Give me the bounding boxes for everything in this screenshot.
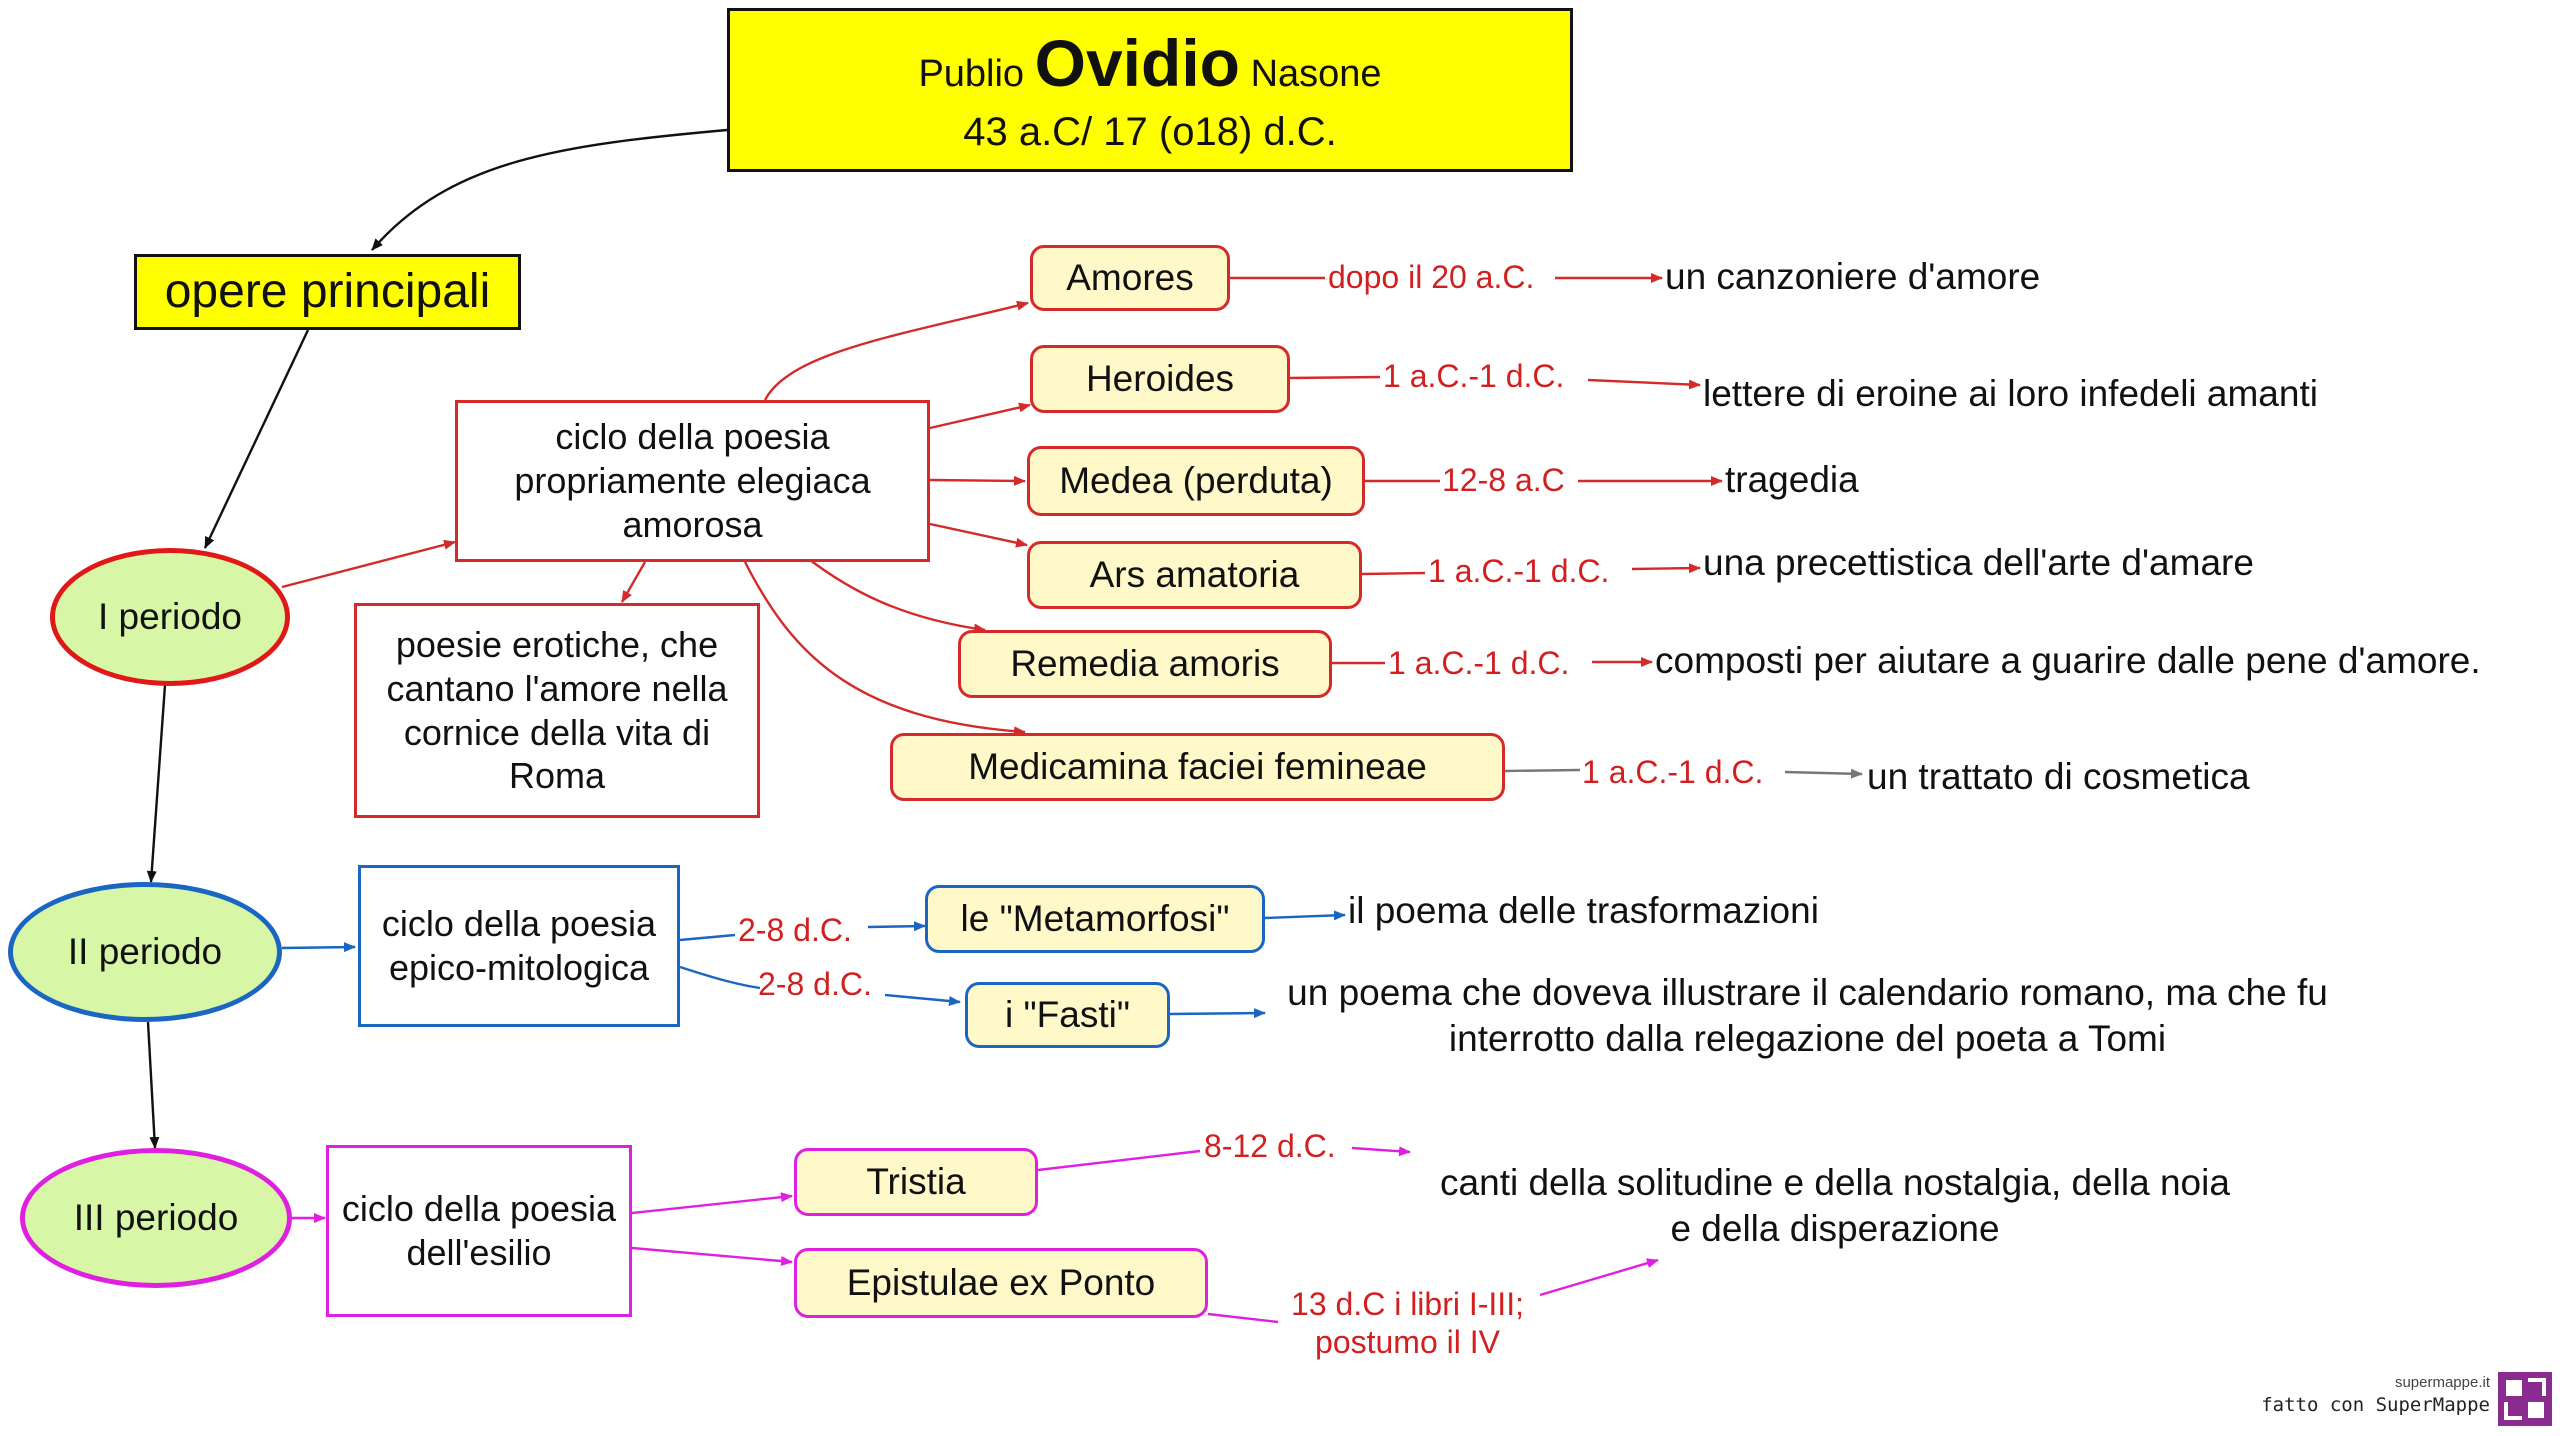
work-remedia-amoris: Remedia amoris bbox=[958, 630, 1332, 698]
desc-esilio: canti della solitudine e della nostalgia, della noia e della disperazione bbox=[1440, 1162, 2230, 1250]
title-first-name: Publio bbox=[918, 53, 1025, 96]
edge-elegiaca-amores bbox=[765, 303, 1028, 400]
work-amores: Amores bbox=[1030, 245, 1230, 311]
work-metamorfosi: le "Metamorfosi" bbox=[925, 885, 1265, 953]
period-2-node: II periodo bbox=[8, 882, 282, 1022]
edge-esilio-tristia bbox=[632, 1196, 792, 1213]
work-medicamina: Medicamina faciei femineae bbox=[890, 733, 1505, 801]
period-1-node: I periodo bbox=[50, 548, 290, 686]
date-medea: 12-8 a.C bbox=[1442, 462, 1565, 498]
cycle-esilio-box: ciclo della poesia dell'esilio bbox=[326, 1145, 632, 1317]
desc-remedia: composti per aiutare a guarire dalle pene d'amore. bbox=[1655, 640, 2481, 681]
title-box bbox=[727, 8, 1573, 172]
edge-fasti-desc bbox=[1170, 1013, 1265, 1014]
edge-elegiaca-heroides bbox=[930, 405, 1030, 428]
supermappe-logo-icon bbox=[2498, 1372, 2552, 1426]
edge-opere-p1 bbox=[205, 330, 308, 548]
work-epistulae: Epistulae ex Ponto bbox=[794, 1248, 1208, 1318]
footer-made: fatto con SuperMappe bbox=[2261, 1394, 2490, 1416]
edge-esilio-epistulae bbox=[632, 1248, 792, 1262]
edge-metamorfosi-desc bbox=[1265, 915, 1345, 918]
edge-elegiaca-medea bbox=[930, 480, 1025, 481]
desc-heroides: lettere di eroine ai loro infedeli amanti bbox=[1703, 373, 2318, 414]
date-heroides: 1 a.C.-1 d.C. bbox=[1383, 358, 1565, 394]
edge-p1-p2 bbox=[151, 685, 165, 882]
period-3-node: III periodo bbox=[20, 1148, 292, 1288]
desc-amores: un canzoniere d'amore bbox=[1665, 256, 2041, 297]
edge-elegiaca-remedia bbox=[810, 560, 985, 630]
title-last-name: Nasone bbox=[1250, 53, 1382, 96]
date-fasti: 2-8 d.C. bbox=[758, 966, 872, 1002]
date-amores: dopo il 20 a.C. bbox=[1328, 259, 1535, 295]
cycle-erotiche-box: poesie erotiche, che cantano l'amore nella cornice della vita di Roma bbox=[354, 603, 760, 818]
desc-fasti: un poema che doveva illustrare il calendario romano, ma che fu interrotto dalla relegazione del poeta a Tomi bbox=[1287, 972, 2328, 1060]
date-metamorfosi: 2-8 d.C. bbox=[738, 912, 852, 948]
edge-p1-elegiaca bbox=[282, 542, 455, 587]
edge-title-opere bbox=[372, 130, 727, 250]
work-heroides: Heroides bbox=[1030, 345, 1290, 413]
cycle-elegiaca-box: ciclo della poesia propriamente elegiaca amorosa bbox=[455, 400, 930, 562]
work-ars-amatoria: Ars amatoria bbox=[1027, 541, 1362, 609]
work-medea: Medea (perduta) bbox=[1027, 446, 1365, 516]
footer-brand bbox=[2240, 1372, 2552, 1432]
edge-elegiaca-erotiche bbox=[622, 562, 645, 602]
desc-metamorfosi: il poema delle trasformazioni bbox=[1348, 890, 1819, 931]
title-dates: 43 a.C/ 17 (o18) d.C. bbox=[963, 109, 1337, 154]
work-tristia: Tristia bbox=[794, 1148, 1038, 1216]
cycle-epico-box: ciclo della poesia epico-mitologica bbox=[358, 865, 680, 1027]
title-main-name: Ovidio bbox=[1034, 26, 1240, 101]
opere-principali-box: opere principali bbox=[134, 254, 521, 330]
work-fasti: i "Fasti" bbox=[965, 982, 1170, 1048]
date-epistulae: 13 d.C i libri I-III; postumo il IV bbox=[1291, 1286, 1524, 1361]
edge-p2-epico bbox=[282, 947, 355, 948]
footer-site: supermappe.it bbox=[2394, 1374, 2490, 1391]
date-tristia: 8-12 d.C. bbox=[1204, 1128, 1336, 1164]
date-ars: 1 a.C.-1 d.C. bbox=[1428, 553, 1610, 589]
date-remedia: 1 a.C.-1 d.C. bbox=[1388, 645, 1570, 681]
edge-elegiaca-ars bbox=[930, 524, 1027, 545]
date-medicamina: 1 a.C.-1 d.C. bbox=[1582, 754, 1764, 790]
desc-medea: tragedia bbox=[1725, 459, 1859, 500]
edge-p2-p3 bbox=[148, 1022, 155, 1148]
desc-ars: una precettistica dell'arte d'amare bbox=[1703, 542, 2254, 583]
desc-medicamina: un trattato di cosmetica bbox=[1867, 756, 2250, 797]
